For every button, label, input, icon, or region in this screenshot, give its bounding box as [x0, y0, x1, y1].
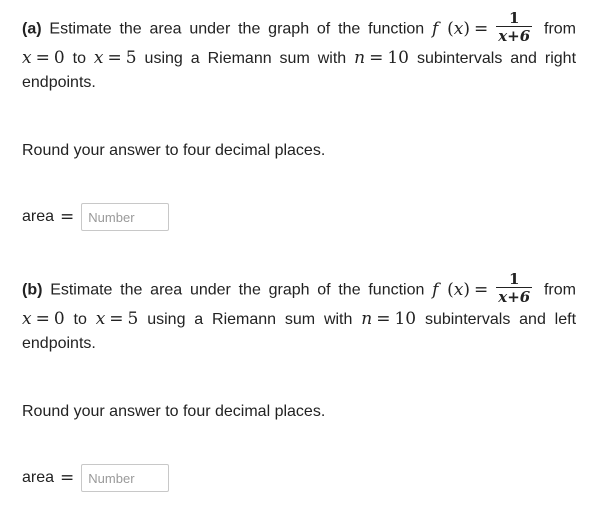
area-label-a: area [22, 208, 55, 225]
part-label-a: (a) [22, 20, 42, 38]
statement-text-b: Estimate the area under the graph of the function [50, 281, 425, 299]
function-expression-b: f (x) = $\frac{1}{x+6}$ [432, 270, 531, 306]
subinterval-count-b: n = 10 [361, 309, 417, 329]
rounding-instruction-b: Round your answer to four decimal places. [22, 403, 326, 420]
answer-row-a [22, 203, 169, 231]
answer-row-b [22, 464, 169, 492]
question-statement-a: (a) Estimate the area under the graph of the function f (x) = $\frac{1}{x+6}$ from x = 0 to x = 5 using a Riemann sum with n = 10 subintervals and right endpoints. [22, 9, 577, 91]
equals-sign-b: = [60, 468, 75, 488]
area-input-b[interactable] [81, 464, 169, 492]
interval-start-b: x = 0 [22, 309, 65, 329]
statement-text-a: Estimate the area under the graph of the function [49, 20, 425, 38]
question-part-b [22, 270, 577, 488]
equals-sign-a: = [60, 207, 75, 227]
question-statement-b: (b) Estimate the area under the graph of the function f (x) = $\frac{1}{x+6}$ from x = 0 to x = 5 using a Riemann sum with n = 10 subintervals and left endpoints. [22, 270, 577, 352]
fraction-a: $\frac{1}{x+6}$ [498, 9, 531, 45]
rounding-instruction-a: Round your answer to four decimal places. [22, 142, 326, 159]
subinterval-count-a: n = 10 [354, 48, 409, 68]
interval-end-b: x = 5 [95, 309, 139, 329]
function-expression-a: f (x) = $\frac{1}{x+6}$ [432, 9, 531, 45]
interval-start-a: x = 0 [22, 48, 65, 68]
area-label-b: area [22, 469, 55, 486]
interval-end-a: x = 5 [93, 48, 137, 68]
fraction-b: $\frac{1}{x+6}$ [498, 270, 531, 306]
part-label-b: (b) [22, 281, 43, 299]
area-input-a[interactable] [81, 203, 169, 231]
question-part-a [22, 9, 577, 227]
